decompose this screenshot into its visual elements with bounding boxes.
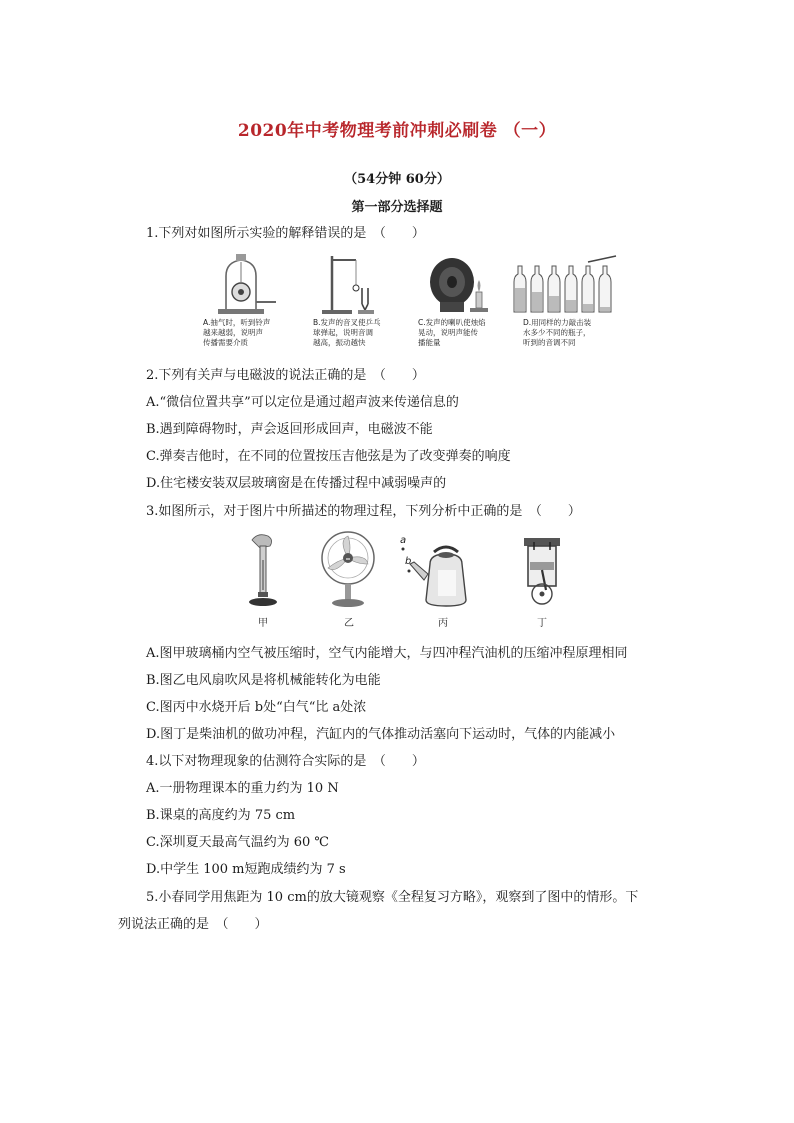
figure-label-jia: 甲: [258, 618, 268, 629]
speaker-candle-figure: [418, 252, 508, 316]
electric-fan-figure: [316, 530, 380, 610]
point-b-dot: [406, 568, 412, 574]
tuning-fork-figure: [310, 252, 400, 316]
section-heading: 第一部分选择题: [351, 200, 443, 215]
question-2-stem: 2.下列有关声与电磁波的说法正确的是 （ ）: [146, 368, 425, 383]
time-score-line: （54分钟 60分）: [344, 172, 450, 187]
question-3-option-c: C.图丙中水烧开后 b处“白气“比 a处浓: [146, 700, 367, 715]
point-label-a: a: [400, 535, 407, 546]
figure-label-yi: 乙: [344, 618, 354, 629]
question-4-option-a: A.一册物理课本的重力约为 10 N: [146, 781, 339, 796]
question-3-option-d: D.图丁是柴油机的做功冲程，汽缸内的气体推动活塞向下运动时，气体的内能减小: [146, 727, 616, 742]
figure-label-ding: 丁: [537, 618, 547, 629]
caption-c: C.发声的喇叭使烛焰 晃动，说明声能传 播能量: [418, 318, 486, 347]
caption-b: B.发声的音叉使乒乓 球弹起，说明音调 越高，振动越快: [313, 318, 381, 347]
question-4-option-b: B.课桌的高度约为 75 cm: [146, 808, 296, 823]
question-4-stem: 4.以下对物理现象的估测符合实际的是 （ ）: [146, 754, 425, 769]
question-3-stem: 3.如图所示，对于图片中所描述的物理过程，下列分析中正确的是 （ ）: [146, 504, 581, 519]
point-a-dot: [400, 546, 406, 552]
bottles-figure: [510, 252, 620, 316]
compression-cylinder-figure: [238, 530, 288, 610]
question-2-option-a: A.“微信位置共享”可以定位是通过超声波来传递信息的: [146, 395, 459, 410]
question-4-option-c: C.深圳夏天最高气温约为 60 ℃: [146, 835, 329, 850]
caption-a: A.抽气时，听到铃声 越来越弱，说明声 传播需要介质: [203, 318, 271, 347]
question-2-option-d: D.住宅楼安装双层玻璃窗是在传播过程中减弱噪声的: [146, 476, 447, 491]
question-1-stem: 1.下列对如图所示实验的解释错误的是 （ ）: [146, 226, 425, 241]
question-5-stem-line-1: 5.小春同学用焦距为 10 cm的放大镜观察《全程复习方略》，观察到了图中的情形。下: [146, 890, 639, 905]
question-2-option-c: C.弹奏吉他时，在不同的位置按压吉他弦是为了改变弹奏的响度: [146, 449, 511, 464]
question-2-option-b: B.遇到障碍物时，声会返回形成回声，电磁波不能: [146, 422, 433, 437]
question-3-option-a: A.图甲玻璃桶内空气被压缩时，空气内能增大，与四冲程汽油机的压缩冲程原理相同: [146, 646, 628, 661]
point-label-b: b: [405, 556, 412, 567]
question-3-option-b: B.图乙电风扇吹风是将机械能转化为电能: [146, 673, 381, 688]
bell-jar-figure: [196, 252, 286, 316]
engine-cylinder-figure: [520, 536, 564, 610]
question-5-stem-line-2: 列说法正确的是 （ ）: [118, 917, 268, 932]
question-4-option-d: D.中学生 100 m短跑成绩约为 7 s: [146, 862, 346, 877]
caption-d: D.用同样的力敲击装 水多少不同的瓶子， 听到的音调不同: [523, 318, 592, 347]
kettle-figure: [400, 534, 486, 610]
paper-title: 2020年中考物理考前冲刺必刷卷 （一）: [237, 121, 557, 141]
figure-label-bing: 丙: [438, 618, 448, 629]
